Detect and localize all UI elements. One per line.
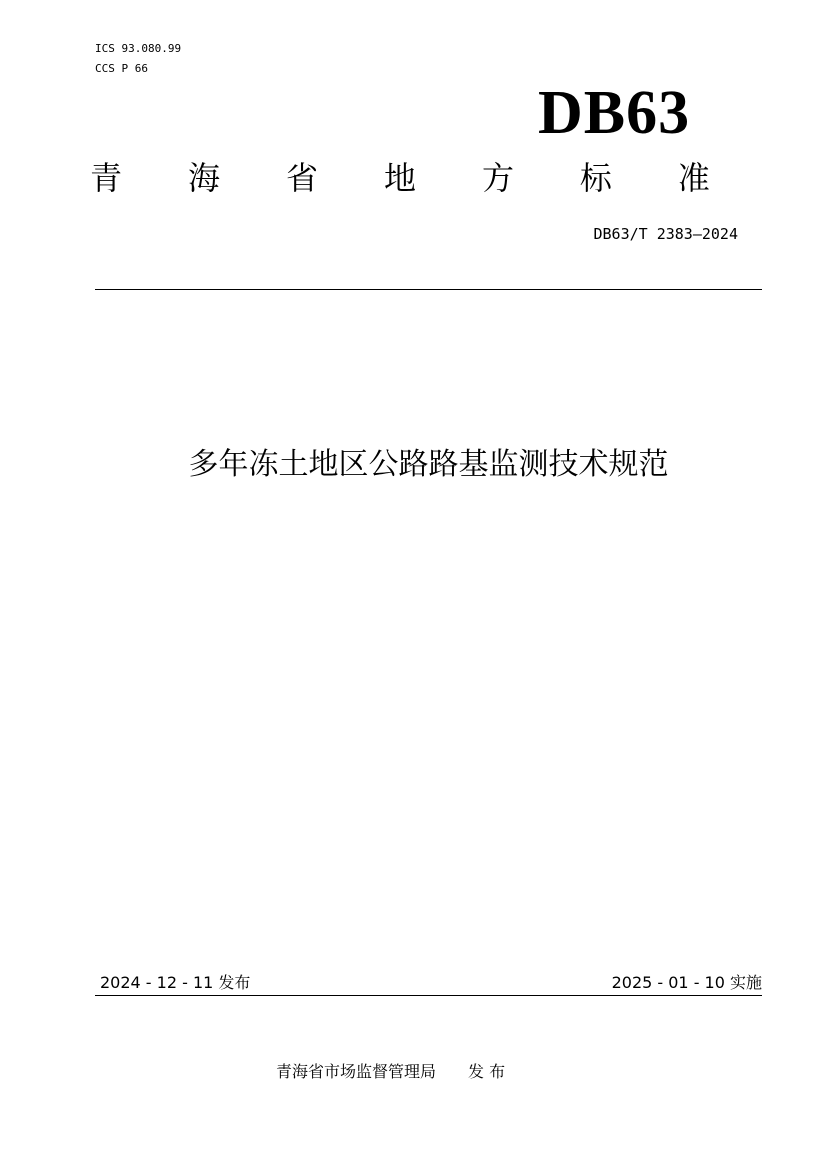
publish-action: 发 布 — [468, 1062, 506, 1081]
standard-type-char: 方 — [481, 159, 514, 197]
document-title: 多年冻土地区公路路基监测技术规范 — [188, 447, 669, 482]
implementation-date: 2025 - 01 - 10 实施 — [611, 973, 762, 992]
publisher-name: 青海省市场监督管理局 — [276, 1062, 437, 1081]
ics-code: ICS 93.080.99 — [95, 42, 182, 55]
issue-date: 2024 - 12 - 11 发布 — [100, 973, 251, 992]
standard-type-char: 标 — [579, 159, 612, 197]
standard-type-char: 青 — [90, 159, 123, 197]
publisher-line — [276, 1061, 505, 1083]
standard-logo: DB63 — [538, 79, 691, 147]
standard-number: DB63/T 2383—2024 — [593, 225, 738, 243]
bottom-divider — [95, 995, 762, 996]
standard-type-char: 海 — [187, 159, 220, 197]
standard-type-char: 地 — [383, 159, 416, 197]
standard-type-title — [90, 156, 710, 200]
ccs-code: CCS P 66 — [95, 62, 148, 75]
standard-type-char: 准 — [677, 159, 710, 197]
top-divider — [95, 289, 762, 290]
standard-type-char: 省 — [285, 159, 318, 197]
